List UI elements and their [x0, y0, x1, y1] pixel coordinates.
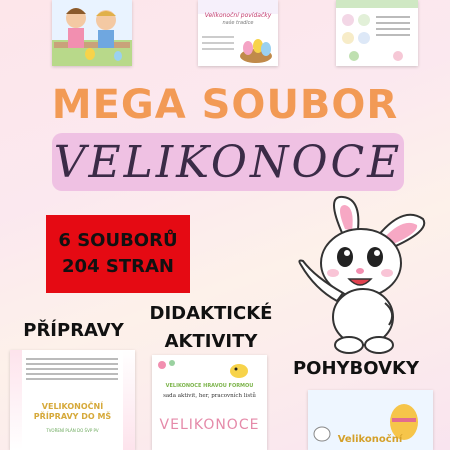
thumbnail-pripravy — [10, 350, 135, 450]
flower-branch-icon — [156, 357, 180, 375]
summary-files: 6 SOUBORŮ — [58, 230, 178, 251]
priprava-subtitle: TVOŘENÍ PLÁN DO ŠVP PV — [46, 428, 99, 433]
summary-badge — [46, 215, 190, 293]
priprava-title: VELIKONOČNÍ PŘÍPRAVY DO MŠ — [33, 402, 112, 421]
chick-icon — [226, 359, 252, 379]
pohyb-title: Velikonoční — [337, 434, 403, 445]
vel-head: VELIKONOCE HRAVOU FORMOU — [165, 383, 254, 389]
summary-pages: 204 STRAN — [62, 256, 174, 277]
label-pohybovky: POHYBOVKY — [292, 358, 420, 379]
vel-title: VELIKONOCE — [159, 417, 260, 433]
label-pripravy: PŘÍPRAVY — [23, 320, 124, 341]
worksheet-grid-icon — [340, 12, 414, 62]
thumbnail-kids-easter — [52, 0, 132, 66]
label-didakticke-aktivity — [136, 300, 286, 356]
vel-subtitle: sada aktivit, her, pracovních listů — [163, 393, 256, 399]
thumbnail-worksheet — [336, 0, 418, 66]
easter-eggs-basket-icon — [236, 34, 276, 64]
book-title: Velikonoční povídačky — [204, 12, 272, 19]
label-didakticke: DIDAKTICKÉ — [149, 303, 273, 324]
book-subtitle: naše tradice — [222, 20, 254, 26]
title-mega-soubor: MEGA SOUBOR — [51, 82, 399, 128]
thumbnail-pohybovky — [308, 390, 433, 450]
thumbnail-povidacky — [198, 0, 278, 66]
velikonoce-banner — [52, 133, 404, 191]
title-velikonoce: VELIKONOCE — [53, 136, 403, 188]
easter-bunny-illustration — [285, 185, 435, 360]
label-aktivity: AKTIVITY — [164, 331, 258, 352]
thumbnail-velikonoce-hravou-formou — [152, 355, 267, 450]
kids-illustration — [52, 0, 132, 66]
